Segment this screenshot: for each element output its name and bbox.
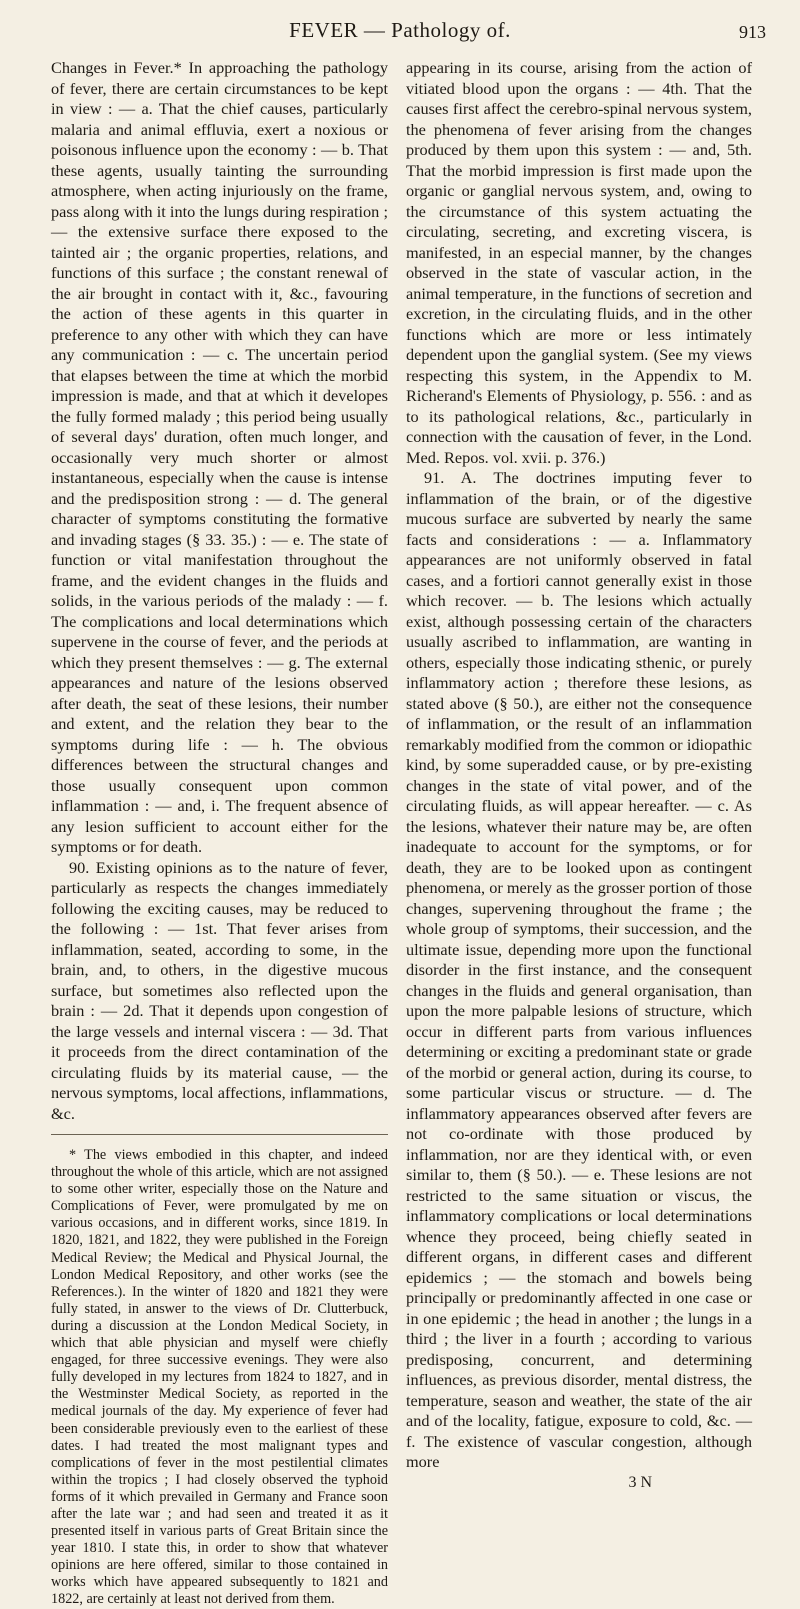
paragraph-91: 91. A. The doctrines imputing fever to inflammation of the brain, or of the digestive mucous surface are subverted by nearly the same facts and considerations : — a. Inflammatory appearances are not uniformly observed in fatal cases, and a fortiori cannot generally exist in those which recover. — b. The lesions which actually exist, although possessing certain of the characters usually ascribed to inflammation, are wanting in others, especially those indicating sthenic, or purely inflammatory action ; therefore these lesions, as stated above (§ 50.), are either not the consequence of inflammation, or the result of an inflammation remarkably modified from the common or idiopathic kind, by some superadded cause, or by pre-existing changes in the state of vital power, and of the circulating fluids, as will appear hereafter. — c. As the lesions, whatever their nature may be, are often inadequate to account for the symptoms, or for death, they are to be looked upon as contingent phenomena, or merely as the grosser portion of those changes, supervening throughout the frame ; the whole group of symptoms, their succession, and the ultimate issue, depending more upon the functional disorder in the first instance, and the consequent changes in the fluids and general organisation, than upon the more palpable lesions of structure, which occur in different parts from various influences determining or exciting a predominant state or grade of the morbid or general action, during its course, to some particular viscus or structure. — d. The inflammatory appearances observed after fevers are not co-ordinate with those produced by inflammation, nor are they identical with, or even similar to, them (§ 50.). — e. These lesions are not restricted to the same situation or viscus, the inflammatory complications or local determinations whence they proceed, being chiefly seated in different organs, in different cases and different epidemics ; — the stomach and bowels being principally or predominantly affected in one case or in one epidemic ; the head in another ; the lungs in a third ; the liver in a fourth ; according to various predisposing, concurrent, and determining influences, as previous disorder, mental distress, the temperature, season and weather, the state of the air and of the locality, fatigue, exposure to cold, &c. — f. The existence of vascular congestion, although more — [406, 468, 752, 1471]
paragraph-changes-in-fever: Changes in Fever.* In approaching the pathology of fever, there are certain circumstances to be kept in view : — a. That the chief causes, particularly malaria and animal effluvia, exert a noxious or poisonous influence upon the economy : — b. That these agents, usually tainting the surrounding atmosphere, when acting injuriously on the frame, pass along with it into the lungs during respiration ; — the extensive surface there exposed to the tainted air ; the organic properties, relations, and functions of this surface ; the constant renewal of the air brought in contact with it, &c., favouring the action of these agents in this quarter in preference to any other with which they can have any communication : — c. The uncertain period that elapses between the time at which the morbid impression is made, and that at which it developes the fully formed malady ; this period being usually of several days' duration, often much longer, and occasionally very much shorter or almost instantaneous, especially when the cause is intense and the predisposition strong : — d. The general character of symptoms constituting the formative and invading stages (§ 33. 35.) : — e. The state of function or vital manifestation throughout the frame, and the evident changes in the fluids and solids, in the various periods of the malady : — f. The complications and local determinations which supervene in the course of fever, and the periods at which they present themselves : — g. The external appearances and nature of the lesions observed after death, the seat of these lesions, their number and extent, and the relation they bear to the symptoms during life : — h. The obvious differences between the structural changes and those usually consequent upon common inflammation : — and, i. The frequent absence of any lesion sufficient to account either for the symptoms or for death. — [51, 58, 388, 856]
page-number: 913 — [739, 22, 766, 42]
footnote: * The views embodied in this chapter, and indeed throughout the whole of this article, which are not assigned to some other writer, especially those on the Nature and Complications of Fever, were promulgated by me on various occasions, and in different works, since 1819. In 1820, 1821, and 1822, they were published in the Foreign Medical Review; the Medical and Physical Journal, the London Medical Repository, and other works (see the References.). In the winter of 1820 and 1821 they were fully stated, in answer to the views of Dr. Clutterbuck, during a discussion at the London Medical Society, in which that able physician and myself were chiefly engaged, for three successive evenings. They were also fully developed in my lectures from 1824 to 1827, and in the Westminster Medical Society, as reported in the medical journals of the day. My experience of fever had been considerable previously even to the earliest of these dates. I had treated the most malignant types and complications of fever in the most pestilential climates within the tropics ; I had closely observed the typhoid forms of it which prevailed in Germany and France soon after the late war ; and had seen and treated it as it presented itself in various parts of Great Britain since the year 1810. I state this, in order to show that whatever opinions are here offered, similar to those contained in works which have appeared subsequently to 1821 and 1822, are certainly at least not derived from them. — [51, 1147, 388, 1608]
right-column — [406, 58, 752, 1493]
left-column — [51, 58, 388, 1609]
footnote-divider — [51, 1134, 388, 1135]
paragraph-continued: appearing in its course, arising from the action of vitiated blood upon the organs : — 4th. That the causes first affect the cerebro-spinal nervous system, the phenomena of fever arising from the changes produced by them upon this system : — and, 5th. That the morbid impression is first made upon the organic or ganglial nervous system, and, owing to the circumstance of this system actuating the circulating, secreting, and excreting viscera, is manifested, in an especial manner, by the changes observed in the state of vascular action, in the animal temperature, in the functions of secretion and excretion, in the circulating fluids, and in the other functions which are more or less intimately dependent upon the ganglial system. (See my views respecting this system, in the Appendix to M. Richerand's Elements of Physiology, p. 556. : and as to its pathological relations, &c., particularly in connection with the causation of fever, in the Lond. Med. Repos. vol. xvii. p. 376.) — [406, 58, 752, 467]
paragraph-90: 90. Existing opinions as to the nature of fever, particularly as respects the changes immediately following the exciting causes, may be reduced to the following : — 1st. That fever arises from inflammation, seated, according to some, in the brain, and, to others, in the digestive mucous surface, but sometimes also reflected upon the brain : — 2d. That it depends upon congestion of the large vessels and internal viscera : — 3d. That it proceeds from the direct contamination of the circulating fluids by its material cause, — the nervous symptoms, local affections, inflammations, &c. — [51, 857, 388, 1123]
page-header — [0, 14, 800, 48]
signature-mark: 3 N — [628, 1473, 652, 1491]
running-title: FEVER — Pathology of. — [289, 18, 511, 42]
